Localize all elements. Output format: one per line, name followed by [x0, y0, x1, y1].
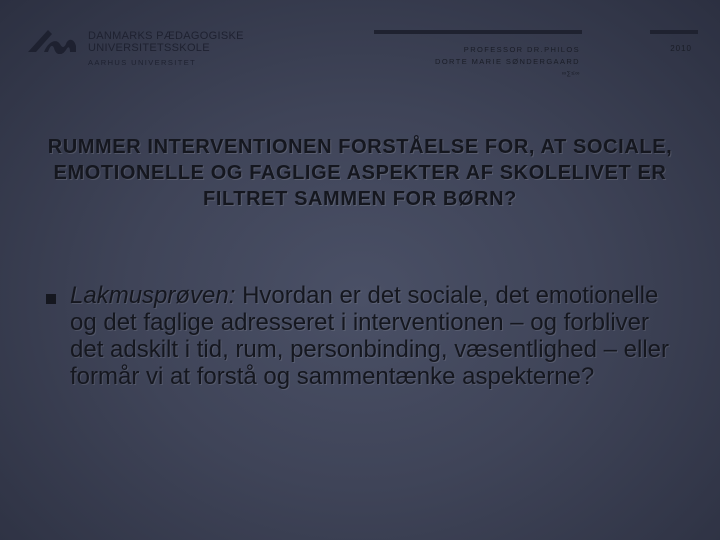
author-tag: ∞∑≤∞ — [561, 71, 580, 77]
author-block — [435, 44, 580, 80]
list-item — [46, 282, 686, 390]
institution-parent: AARHUS UNIVERSITET — [88, 58, 197, 67]
year-label: 2010 — [670, 44, 692, 53]
header-divider — [374, 30, 582, 34]
author-title: PROFESSOR DR.PHILOS — [463, 45, 580, 54]
bullet-list — [46, 282, 686, 390]
institution-block — [88, 30, 244, 69]
year-divider — [650, 30, 698, 34]
slide-title: RUMMER INTERVENTIONEN FORSTÅELSE FOR, AT SOCIALE, EMOTIONELLE OG FAGLIGE ASPEKTER AF SKOLELIVET ER FILTRET SAMMEN FOR BØRN? — [47, 136, 673, 210]
institution-name-line2: UNIVERSITETSSKOLE — [88, 42, 210, 54]
bullet-lead: Lakmusprøven: — [70, 282, 236, 309]
bullet-body: Hvordan er det sociale, det emotionelle og det faglige adresseret i interventionen – og forbliver det adskilt i tid, rum, personbinding, væsentlighed – eller formår vi at forstå og sammentænke aspekterne? — [70, 282, 669, 390]
university-logo-icon — [26, 26, 78, 54]
square-bullet-icon — [46, 294, 56, 304]
institution-name-line1: DANMARKS PÆDAGOGISKE — [88, 30, 244, 42]
bullet-text — [70, 282, 686, 390]
author-name: DORTE MARIE SØNDERGAARD — [435, 57, 580, 66]
